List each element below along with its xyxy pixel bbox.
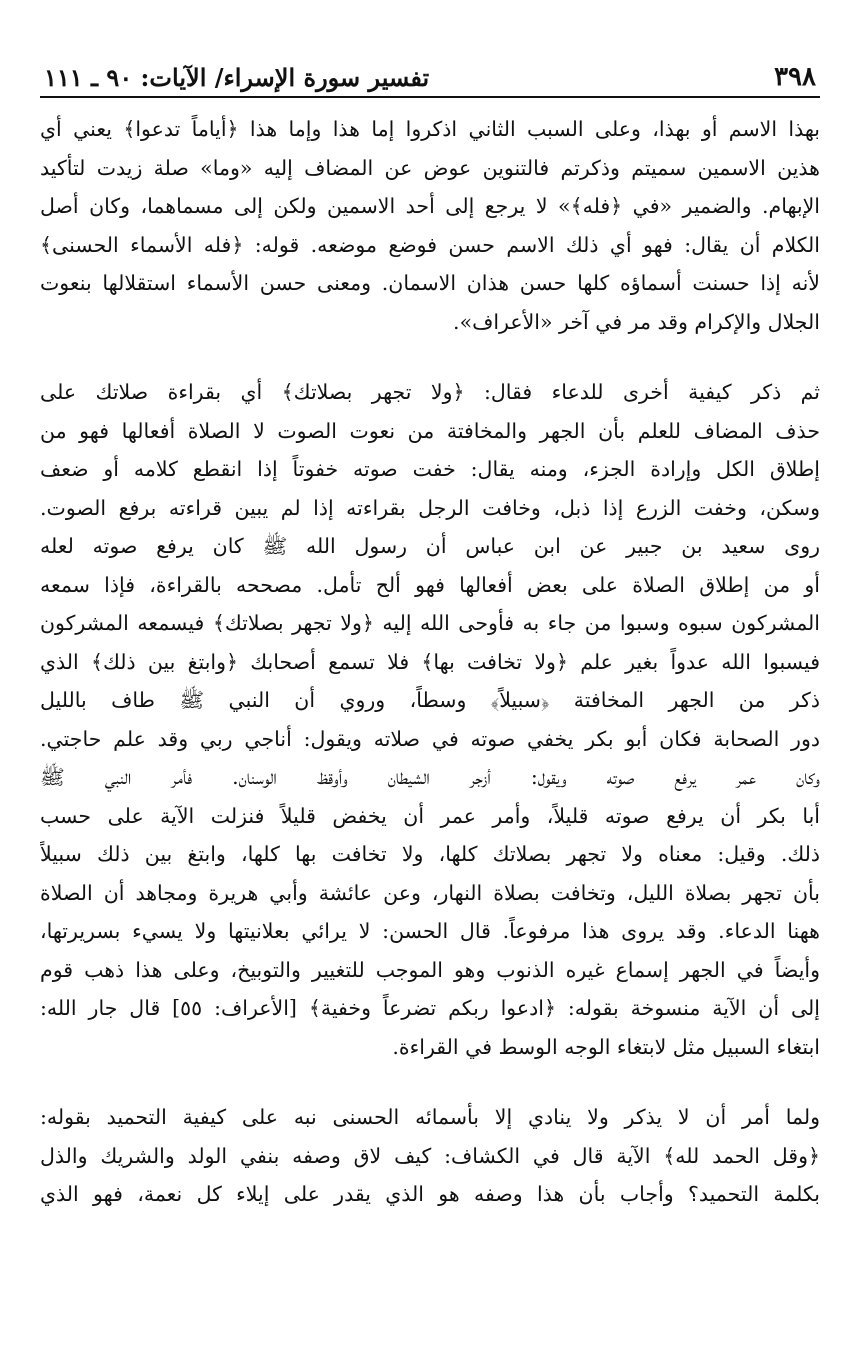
- text-line: ابتغاء السبيل مثل لابتغاء الوجه الوسط في القراءة.: [392, 1034, 820, 1059]
- text-line: وكان عمر يرفع صوته ويقول: أزجر الشيطان وأوقظ الوسنان. فأمر النبي ﷺ: [40, 765, 820, 789]
- paragraph-1: [40, 110, 820, 341]
- text-line: فيسبوا الله عدواً بغير علم ﴿ولا تخافت بها﴾ فلا تسمع أصحابك ﴿وابتغ بين ذلك﴾ الذي: [40, 649, 820, 674]
- text-line: دور الصحابة فكان أبو بكر يخفي صوته في صلاته ويقول: أناجي ربي وقد علم حاجتي.: [40, 726, 820, 751]
- text-line: أبا بكر أن يرفع صوته قليلاً، وأمر عمر أن يخفض قليلاً فنزلت الآية على حسب: [40, 803, 820, 828]
- text-line: بهذا الاسم أو بهذا، وعلى السبب الثاني اذكروا إما هذا وإما هذا ﴿أياماً تدعوا﴾ يعني أي: [40, 117, 820, 141]
- header-divider: [40, 96, 820, 98]
- text-line: بأن تجهر بصلاة الليل، وتخافت بصلاة النهار، وعن عائشة وأبي هريرة ومجاهد أن الصلاة: [40, 880, 820, 905]
- text-line: ههنا الدعاء. وقد يروى هذا مرفوعاً. قال الحسن: لا يرائي بعلانيتها ولا يسيء بسريرتها،: [40, 919, 820, 943]
- book-page: [40, 52, 820, 1214]
- text-line: لأنه إذا حسنت أسماؤه كلها حسن هذان الاسمان. ومعنى حسن الأسماء استقلالها بنعوت: [40, 271, 820, 295]
- text-line: هذين الاسمين سميتم وذكرتم فالتنوين عوض عن المضاف إليه «وما» صلة زيدت لتأكيد: [40, 155, 820, 180]
- text-line: الإبهام. والضمير «في ﴿فله﴾» لا يرجع إلى أحد الاسمين ولكن إلى مسماهما، وكان أصل: [40, 194, 820, 218]
- running-title: تفسير سورة الإسراء/ الآيات: ٩٠ ـ ١١١: [44, 63, 430, 92]
- body-text: [40, 110, 820, 1214]
- running-header: [40, 52, 820, 92]
- text-line: المشركون سبوه وسبوا من جاء به فأوحى الله إليه ﴿ولا تجهر بصلاتك﴾ فيسمعه المشركون: [40, 611, 820, 635]
- paragraph-2: [40, 373, 820, 1066]
- text-line: بكلمة التحميد؟ وأجاب بأن هذا وصفه هو الذي يقدر على إيلاء كل نعمة، فهو الذي: [40, 1182, 820, 1206]
- text-line: إلى أن الآية منسوخة بقوله: ﴿ادعوا ربكم تضرعاً وخفية﴾ [الأعراف: ٥٥] قال جار الله:: [40, 996, 820, 1020]
- text-line: ﴿وقل الحمد لله﴾ الآية قال في الكشاف: كيف لاق وصفه بنفي الولد والشريك والذل: [40, 1143, 820, 1168]
- text-line: ثم ذكر كيفية أخرى للدعاء فقال: ﴿ولا تجهر بصلاتك﴾ أي بقراءة صلاتك على: [40, 380, 820, 404]
- text-line: حذف المضاف للعلم بأن الجهر والمخافتة من نعوت الصوت لا الصلاة أفعالها فهو من: [40, 418, 820, 443]
- text-line: ذلك. وقيل: معناه ولا تجهر بصلاتك كلها، ولا تخافت بها كلها، وابتغ بين ذلك سبيلاً: [40, 842, 820, 866]
- text-line: وسكن، وخفت الزرع إذا ذبل، وخافت الرجل بقراءته إذا لم يبين قراءته برفع الصوت.: [40, 495, 820, 520]
- text-line: روى سعيد بن جبير عن ابن عباس أن رسول الله ﷺ كان يرفع صوته لعله: [40, 534, 820, 558]
- page-number: ٣٩٨: [774, 62, 816, 92]
- text-line: إطلاق الكل وإرادة الجزء، ومنه يقال: خفت صوته خفوتاً إذا انقطع كلامه أو ضعف: [40, 457, 820, 481]
- text-line: الجلال والإكرام وقد مر في آخر «الأعراف».: [453, 309, 820, 334]
- text-line: ولما أمر أن لا يذكر ولا ينادي إلا بأسمائه الحسنى نبه على كيفية التحميد بقوله:: [40, 1105, 820, 1129]
- text-line: الكلام أن يقال: فهو أي ذلك الاسم حسن فوضع موضعه. قوله: ﴿فله الأسماء الحسنى﴾: [40, 232, 820, 257]
- paragraph-3: [40, 1098, 820, 1214]
- text-line: أو من إطلاق الصلاة على بعض أفعالها فهو ألح تأمل. مصححه بالقراءة، فإذا سمعه: [40, 572, 820, 597]
- text-line: ذكر من الجهر المخافتة ﴿سبيلاً﴾ وسطاً، وروي أن النبي ﷺ طاف بالليل: [40, 688, 820, 712]
- text-line: وأيضاً في الجهر إسماع غيره الذنوب وهو الموجب للتغيير والتوبيخ، وعلى هذا ذهب قوم: [40, 957, 820, 982]
